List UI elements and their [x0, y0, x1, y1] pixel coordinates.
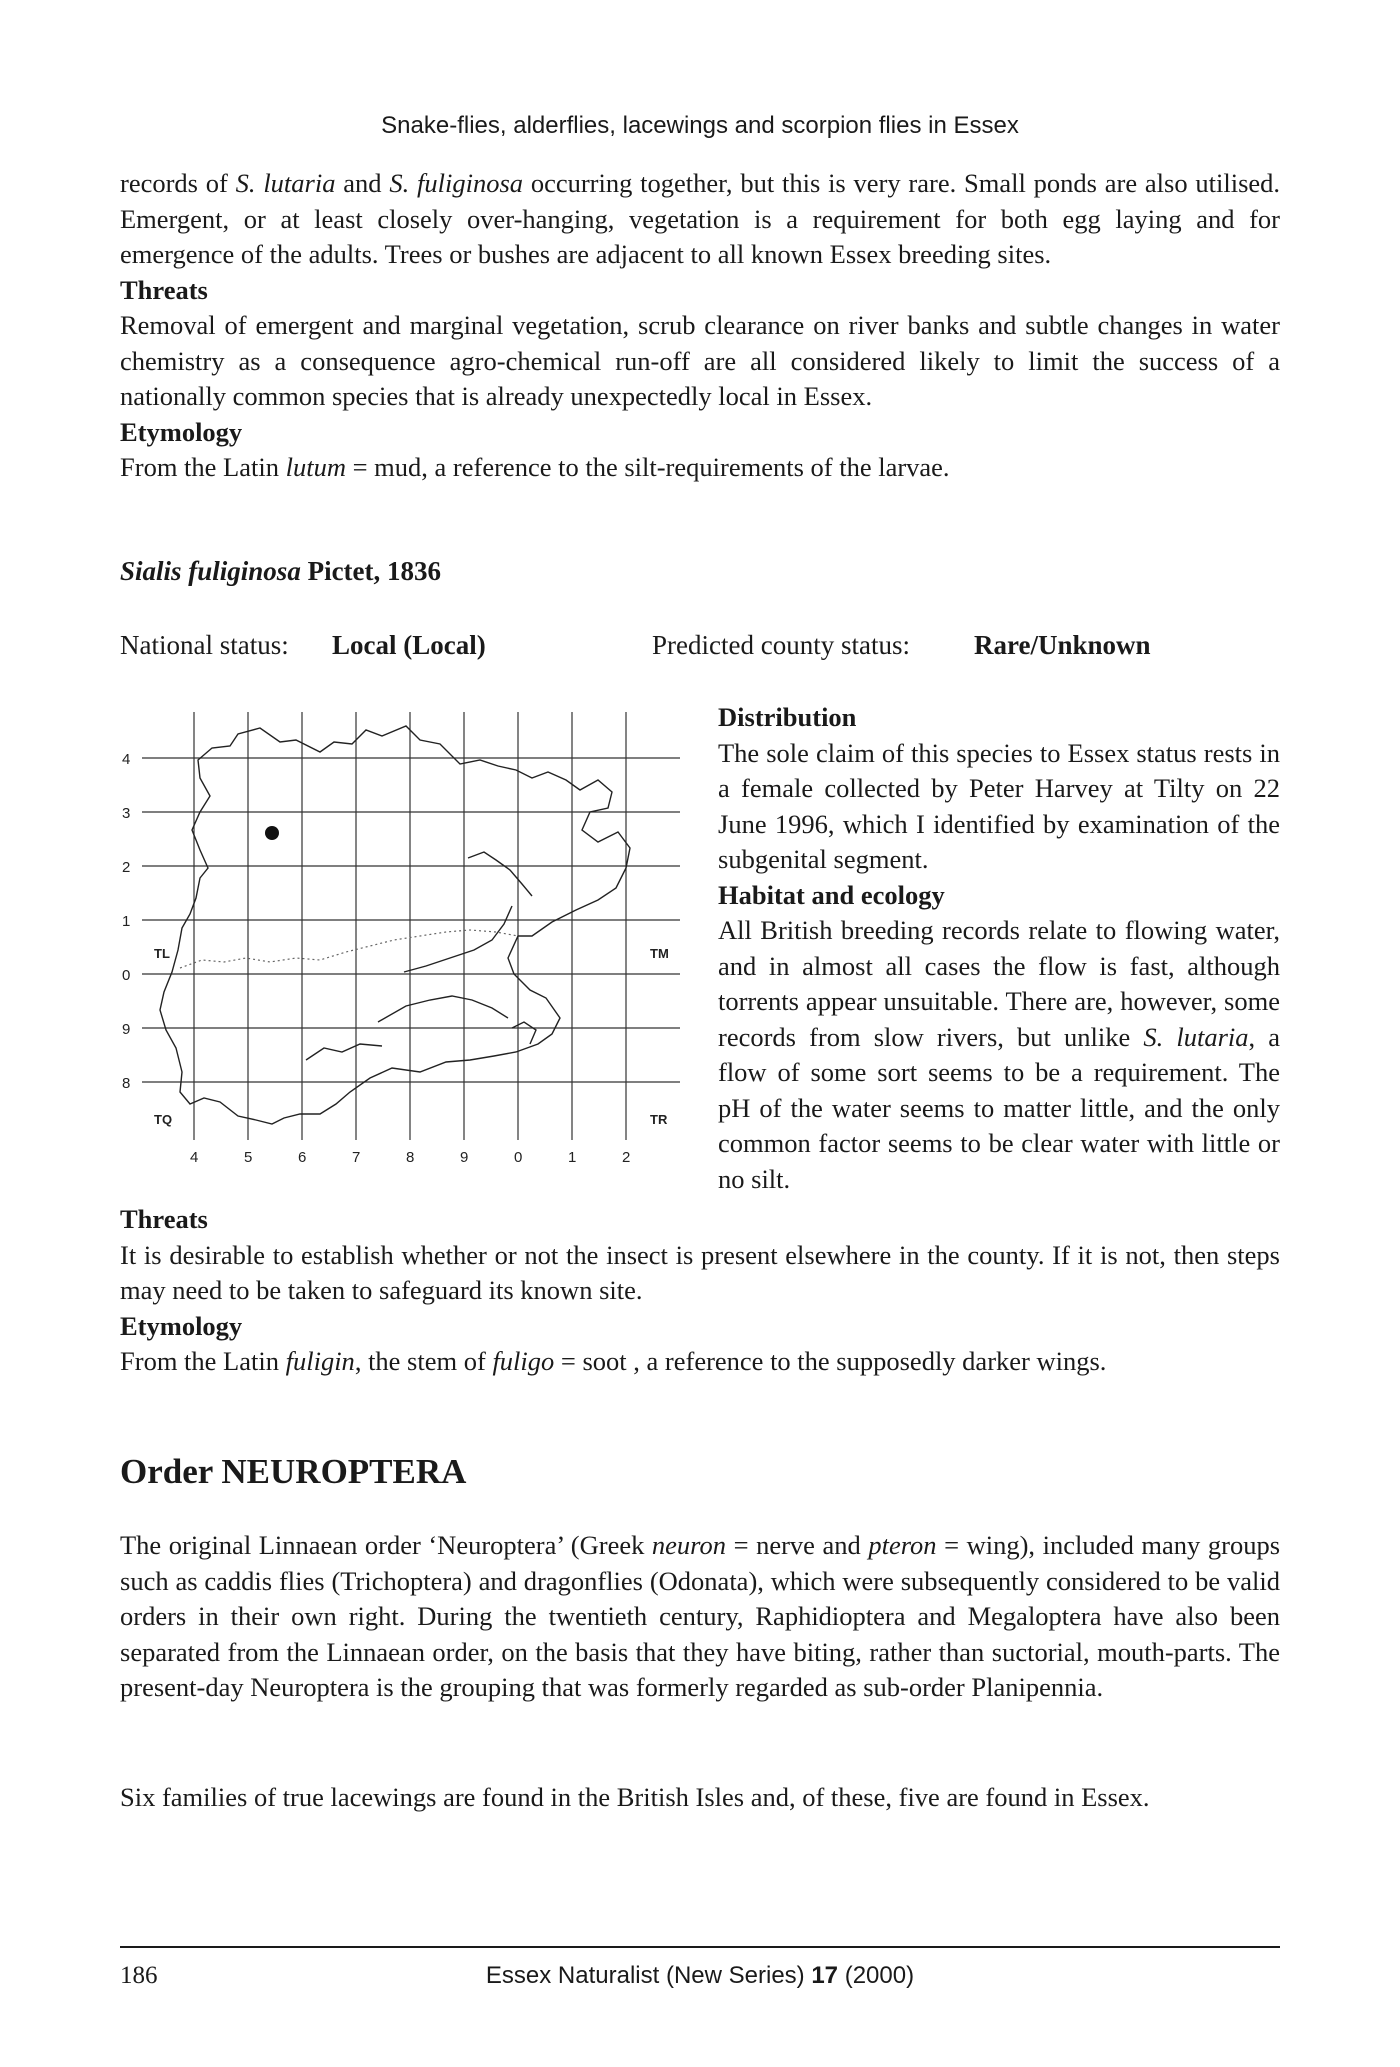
national-status-value: Local (Local)	[332, 630, 486, 660]
square-label-tr: TR	[650, 1112, 668, 1127]
habitat-paragraph: All British breeding records relate to flowing water, and in almost all cases the flow is fast, although torrents appear unsuitable. There are, however, some records from slow rivers, but unlike S. lutaria, a flow of some sort seems to be a requirement. The pH of the water seems to matter little, and the only common factor seems to be clear water with little or no silt.	[718, 915, 1281, 1194]
etymology-paragraph-2: From the Latin fuligin, the stem of fuligo = soot , a reference to the supposedly darker wings.	[120, 1346, 1107, 1376]
species-authority: Pictet, 1836	[300, 556, 442, 586]
intro-paragraph: records of S. lutaria and S. fuliginosa occurring together, but this is very rare. Small ponds are also utilised. Emergent, or at least closely over-hanging, vegetation is a requirement for both egg laying and for emergence of the adults. Trees or bushes are adjacent to all known Essex breeding sites.	[120, 168, 1281, 269]
order-paragraph-2: Six families of true lacewings are found in the British Isles and, of these, five are found in Essex.	[120, 1782, 1150, 1812]
map-left-label: 2	[122, 859, 131, 876]
threats-paragraph: Removal of emergent and marginal vegetation, scrub clearance on river banks and subtle changes in water chemistry as a consequence agro-chemical run-off are all considered likely to limit the success of a nationally common species that is already unexpectedly local in Essex.	[120, 310, 1280, 411]
map-bottom-label: 4	[190, 1149, 199, 1166]
top-section	[120, 166, 1280, 486]
square-label-tl: TL	[154, 946, 170, 961]
map-left-label: 4	[122, 751, 131, 768]
footer-citation: Essex Naturalist (New Series) 17 (2000)	[485, 1962, 915, 1989]
map-left-label: 3	[122, 805, 131, 822]
etymology-heading-2: Etymology	[120, 1310, 243, 1341]
distribution-paragraph: The sole claim of this species to Essex status rests in a female collected by Peter Harvey at Tilty on 22 June 1996, which I identified by examination of the subgenital segment.	[718, 737, 1280, 874]
etymology-paragraph: From the Latin lutum = mud, a reference to the silt-requirements of the larvae.	[120, 452, 950, 482]
map-grid	[142, 712, 680, 1140]
map-bottom-label: 1	[568, 1149, 577, 1166]
map-bottom-label: 5	[244, 1149, 253, 1166]
county-status-label: Predicted county status:	[652, 630, 910, 660]
county-outline	[160, 726, 630, 1124]
running-header: Snake-flies, alderflies, lacewings and scorpion flies in Essex	[381, 112, 1019, 139]
vice-county-boundary	[180, 930, 518, 968]
map-left-label: 8	[122, 1075, 131, 1092]
map-bottom-label: 9	[460, 1149, 469, 1166]
national-status-label: National status:	[120, 630, 289, 660]
threats-heading-2: Threats	[120, 1204, 208, 1234]
page-number: 186	[120, 1962, 158, 1989]
footer-rule	[120, 1946, 1280, 1948]
threats-heading: Threats	[120, 274, 208, 305]
map-bottom-label: 8	[406, 1149, 415, 1166]
species-threats-section	[120, 1202, 1280, 1380]
map-left-label: 0	[122, 967, 131, 984]
map-bottom-label: 2	[622, 1149, 631, 1166]
species-name: Sialis fuliginosa	[120, 556, 301, 586]
threats-paragraph-2: It is desirable to establish whether or not the insect is present elsewhere in the county. If it is not, then steps may need to be taken to safeguard its known site.	[120, 1239, 1280, 1305]
distribution-heading: Distribution	[718, 702, 857, 732]
species-heading	[120, 556, 441, 587]
order-heading: Order NEUROPTERA	[120, 1452, 467, 1491]
etymology-heading: Etymology	[120, 416, 243, 447]
map-bottom-label: 0	[514, 1149, 523, 1166]
right-column	[718, 700, 1280, 1197]
order-paragraph-1: The original Linnaean order ‘Neuroptera’ (Greek neuron = nerve and pteron = wing), included many groups such as caddis flies (Trichoptera) and dragonflies (Odonata), which were subsequently considered to be valid orders in their own right. During the twentieth century, Raphidioptera and Megaloptera have also been separated from the Linnaean order, on the basis that they have biting, rather than suctorial, mouth-parts. The present-day Neuroptera is the grouping that was formerly regarded as sub-order Planipennia.	[120, 1530, 1281, 1702]
habitat-heading: Habitat and ecology	[718, 879, 945, 910]
map-left-label: 9	[122, 1021, 131, 1038]
map-bottom-label: 6	[298, 1149, 307, 1166]
county-status-value: Rare/Unknown	[974, 630, 1151, 660]
map-bottom-label: 7	[352, 1149, 361, 1166]
record-dot	[265, 826, 279, 840]
distribution-map	[120, 700, 695, 1170]
map-left-label: 1	[122, 913, 131, 930]
square-label-tm: TM	[650, 946, 669, 961]
square-label-tq: TQ	[154, 1112, 173, 1127]
